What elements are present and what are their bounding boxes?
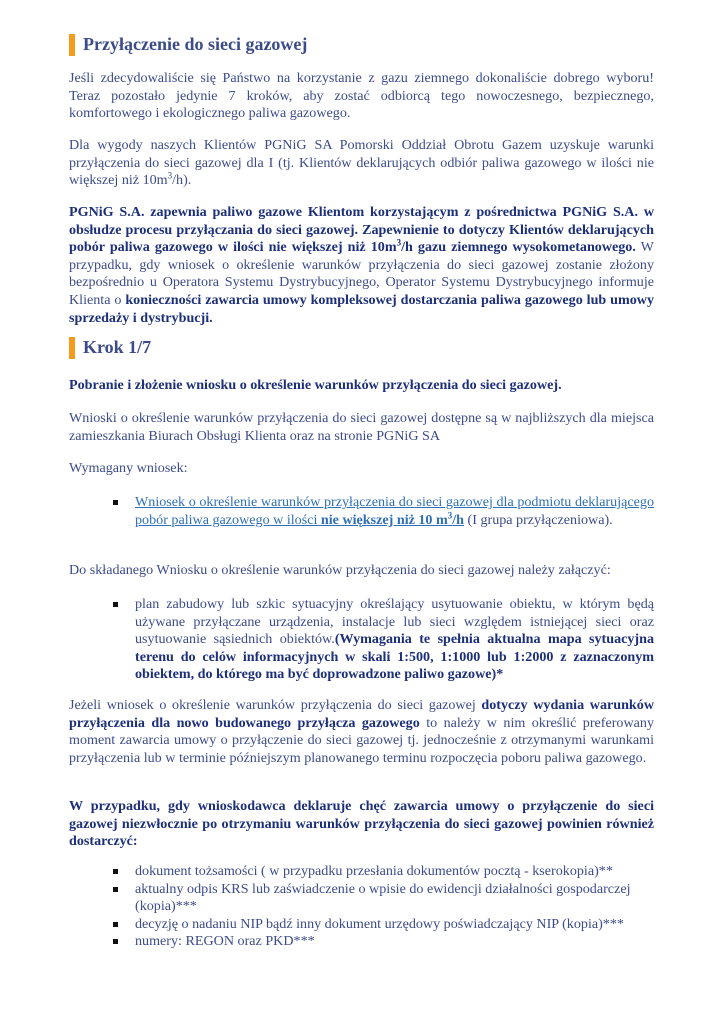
heading-title: Przyłączenie do sieci gazowej <box>83 34 308 55</box>
application-form-link[interactable]: Wniosek o określenie warunków przyłączenia do sieci gazowej dla podmiotu deklarującego pobór paliwa gazowego w ilości nie większej niż 10 $m^3/h$ <box>135 494 654 528</box>
section-heading-connection <box>69 33 307 57</box>
convenience-paragraph: Dla wygody naszych Klientów PGNiG SA Pomorski Oddział Obrotu Gazem uzyskuje warunki przyłączenia do sieci gazowej dla I (tj. Klientów deklarujących odbiór paliwa gazowego w ilości nie większej niż $10m^3/h$). <box>69 137 654 189</box>
heading-accent-bar <box>69 337 75 359</box>
attachments-label: Do składanego Wniosku o określenie warunków przyłączenia do sieci gazowej należy załączyć: <box>69 562 611 578</box>
document-list-item: aktualny odpis KRS lub zaświadczenie o wpisie do ewidencji działalności gospodarczej (kopia)*** <box>113 881 654 916</box>
heading-accent-bar <box>69 34 75 56</box>
list-item: Wniosek o określenie warunków przyłączenia do sieci gazowej dla podmiotu deklarującego pobór paliwa gazowego w ilości nie większej niż 10 $m^3/h$ (I grupa przyłączeniowa). <box>113 494 654 529</box>
document-list-item: dokument tożsamości ( w przypadku przesłania dokumentów pocztą - kserokopia)** <box>113 863 654 881</box>
bullet-icon <box>113 887 118 892</box>
section-heading-step <box>69 336 151 360</box>
bullet-icon <box>113 869 118 874</box>
new-connection-paragraph: Jeżeli wniosek o określenie warunków przyłączenia do sieci gazowej dotyczy wydania warunków przyłączenia dla nowo budowanego przyłącza gazowego to należy w nim określić preferowany moment zawarcia umowy o przyłączenie do sieci gazowej tj. jednocześnie z otrzymanymi warunkami przyłączenia lub w terminie późniejszym planowanego terminu rozpoczęcia poboru paliwa gazowego. <box>69 697 654 766</box>
bullet-icon <box>113 602 118 607</box>
document-list-item: numery: REGON oraz PKD*** <box>113 933 654 951</box>
bullet-icon <box>113 922 118 927</box>
bullet-icon <box>113 500 118 505</box>
step-subtitle: Pobranie i złożenie wniosku o określenie warunków przyłączenia do sieci gazowej. <box>69 377 562 393</box>
forms-availability-paragraph: Wnioski o określenie warunków przyłączenia do sieci gazowej dostępne są w najbliższych dla miejsca zamieszkania Biurach Obsługi Klienta oraz na stronie PGNiG SA <box>69 410 654 444</box>
attachments-list <box>113 596 654 684</box>
supply-paragraph: PGNiG S.A. zapewnia paliwo gazowe Klientom korzystającym z pośrednictwa PGNiG S.A. w obsłudze procesu przyłączania do sieci gazowej. Zapewnienie to dotyczy Klientów deklarujących pobór paliwa gazowego w ilości nie większej niż $10m^3/h$ gazu ziemnego wysokometanowego. W przypadku, gdy wniosek o określenie warunków przyłączenia do sieci gazowej zostanie złożony bezpośrednio u Operatora Systemu Dystrybucyjnego, Operator Systemu Dystrybucyjnego informuje Klienta o konieczności zawarcia umowy kompleksowej dostarczania paliwa gazowego lub umowy sprzedaży i dystrybucji. <box>69 204 655 326</box>
heading-title: Krok 1/7 <box>83 337 152 358</box>
list-item: plan zabudowy lub szkic sytuacyjny określający usytuowanie obiektu, w którym będą używane przyłączane urządzenia, instalacje lub sieci względem istniejącej sieci oraz usytuowanie sąsiednich obiektów.(Wymagania te spełnia aktualna mapa sytuacyjna terenu do celów informacyjnych w skali 1:500, 1:1000 lub 1:2000 z zaznaczonym obiektem, do którego ma być doprowadzone paliwo gazowe)* <box>113 596 654 684</box>
applicant-requirements-paragraph: W przypadku, gdy wnioskodawca deklaruje chęć zawarcia umowy o przyłączenie do sieci gazowej niezwłocznie po otrzymaniu warunków przyłączenia do sieci gazowej powinien również dostarczyć: <box>69 798 654 850</box>
required-form-label: Wymagany wniosek: <box>69 460 188 476</box>
required-form-list <box>113 494 654 529</box>
documents-list <box>113 863 654 951</box>
intro-paragraph: Jeśli zdecydowaliście się Państwo na korzystanie z gazu ziemnego dokonaliście dobrego wyboru! Teraz pozostało jedynie 7 kroków, aby zostać odbiorcą tego nowoczesnego, bezpiecznego, komfortowego i ekologicznego paliwa gazowego. <box>69 70 654 122</box>
bullet-icon <box>113 939 118 944</box>
document-list-item: decyzję o nadaniu NIP bądź inny dokument urzędowy poświadczający NIP (kopia)*** <box>113 916 654 934</box>
